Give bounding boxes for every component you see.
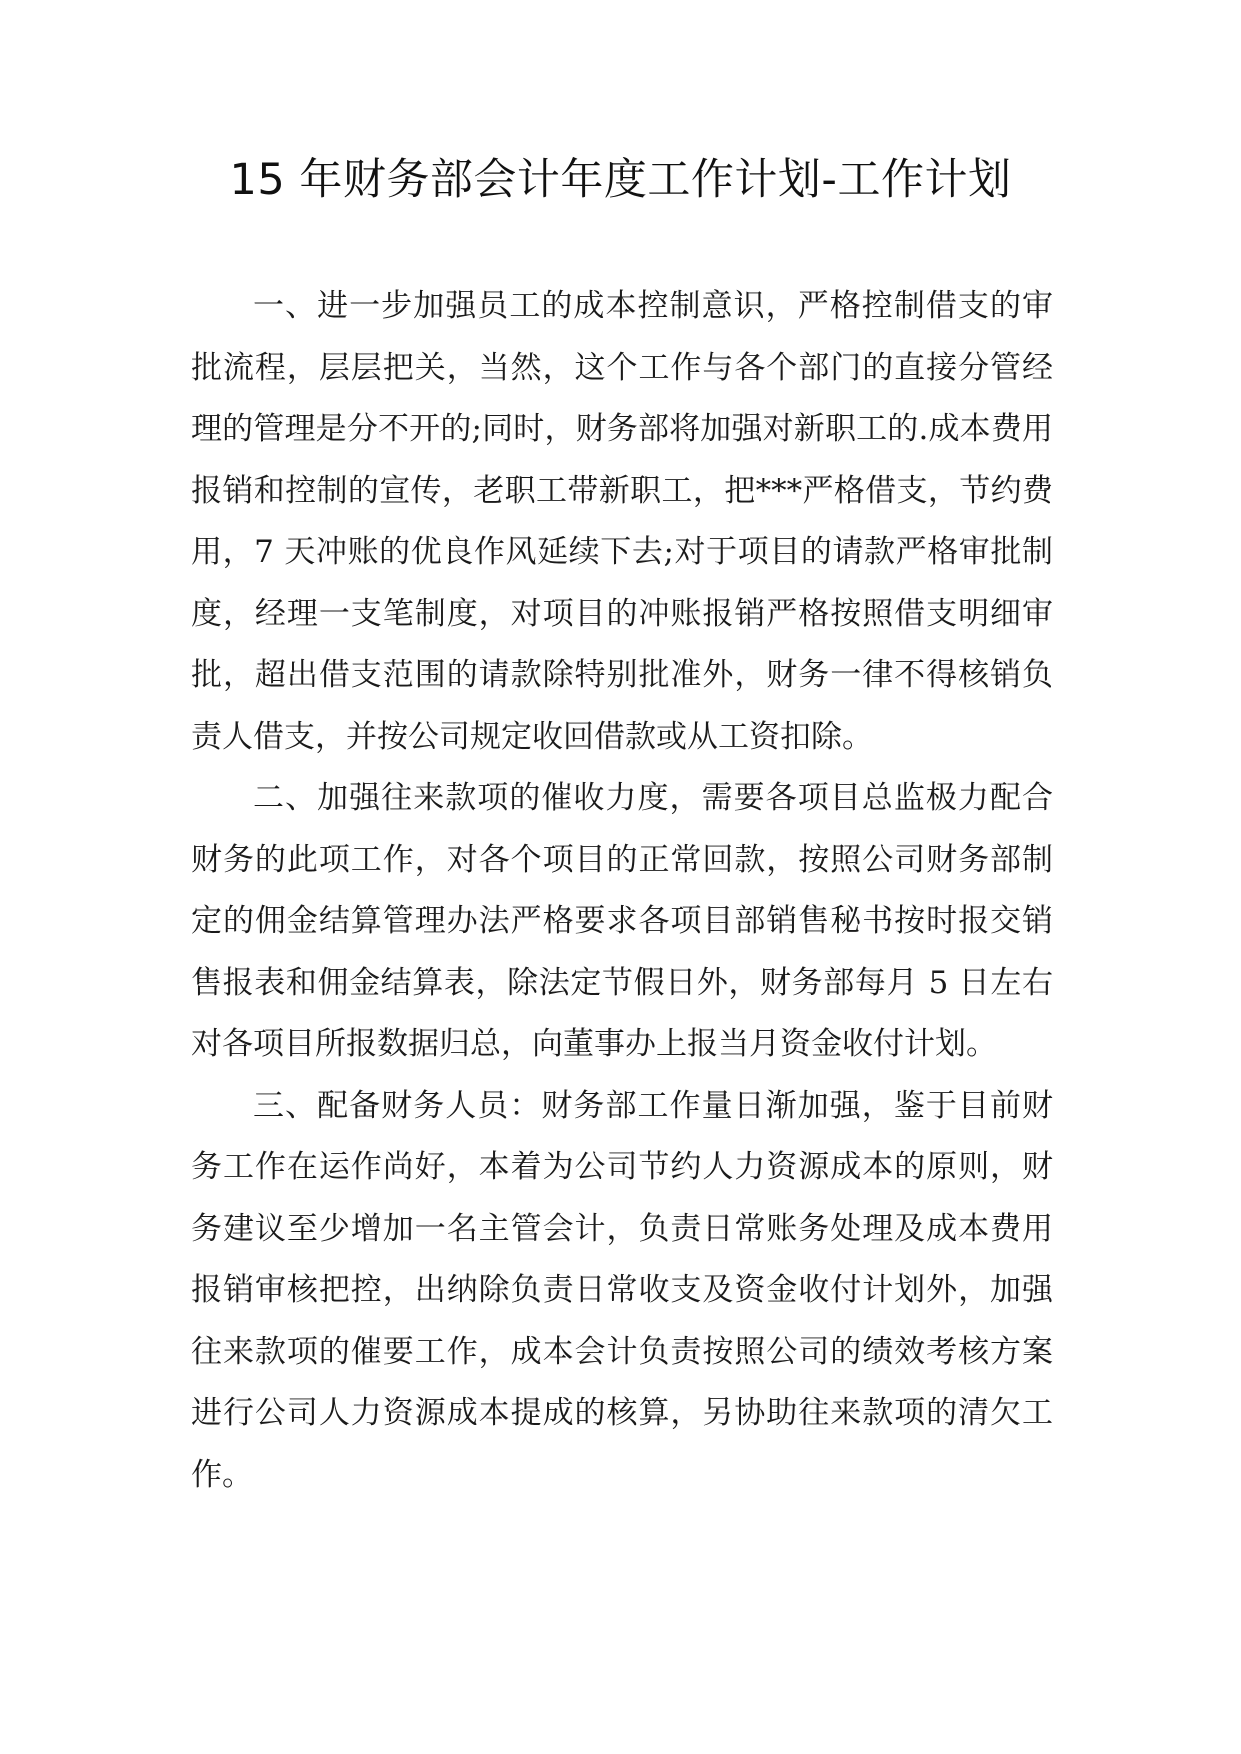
document-title: 15 年财务部会计年度工作计划-工作计划: [229, 155, 1012, 205]
document-body: [191, 276, 1053, 1506]
paragraph-3: 三、配备财务人员：财务部工作量日渐加强，鉴于目前财务工作在运作尚好，本着为公司节约人力资源成本的原则，财务建议至少增加一名主管会计，负责日常账务处理及成本费用报销审核把控，出纳除负责日常收支及资金收付计划外，加强往来款项的催要工作，成本会计负责按照公司的绩效考核方案进行公司人力资源成本提成的核算，另协助往来款项的清欠工作。: [191, 1087, 1053, 1493]
paragraph-2: 二、加强往来款项的催收力度，需要各项目总监极力配合财务的此项工作，对各个项目的正常回款，按照公司财务部制定的佣金结算管理办法严格要求各项目部销售秘书按时报交销售报表和佣金结算表，除法定节假日外，财务部每月 5 日左右对各项目所报数据归总，向董事办上报当月资金收付计划。: [191, 780, 1053, 1062]
paragraph-1: 一、进一步加强员工的成本控制意识，严格控制借支的审批流程，层层把关，当然，这个工作与各个部门的直接分管经理的管理是分不开的;同时，财务部将加强对新职工的.成本费用报销和控制的宣传，老职工带新职工，把***严格借支，节约费用，7 天冲账的优良作风延续下去;对于项目的请款严格审批制度，经理一支笔制度，对项目的冲账报销严格按照借支明细审批，超出借支范围的请款除特别批准外，财务一律不得核销负责人借支，并按公司规定收回借款或从工资扣除。: [191, 288, 1053, 755]
